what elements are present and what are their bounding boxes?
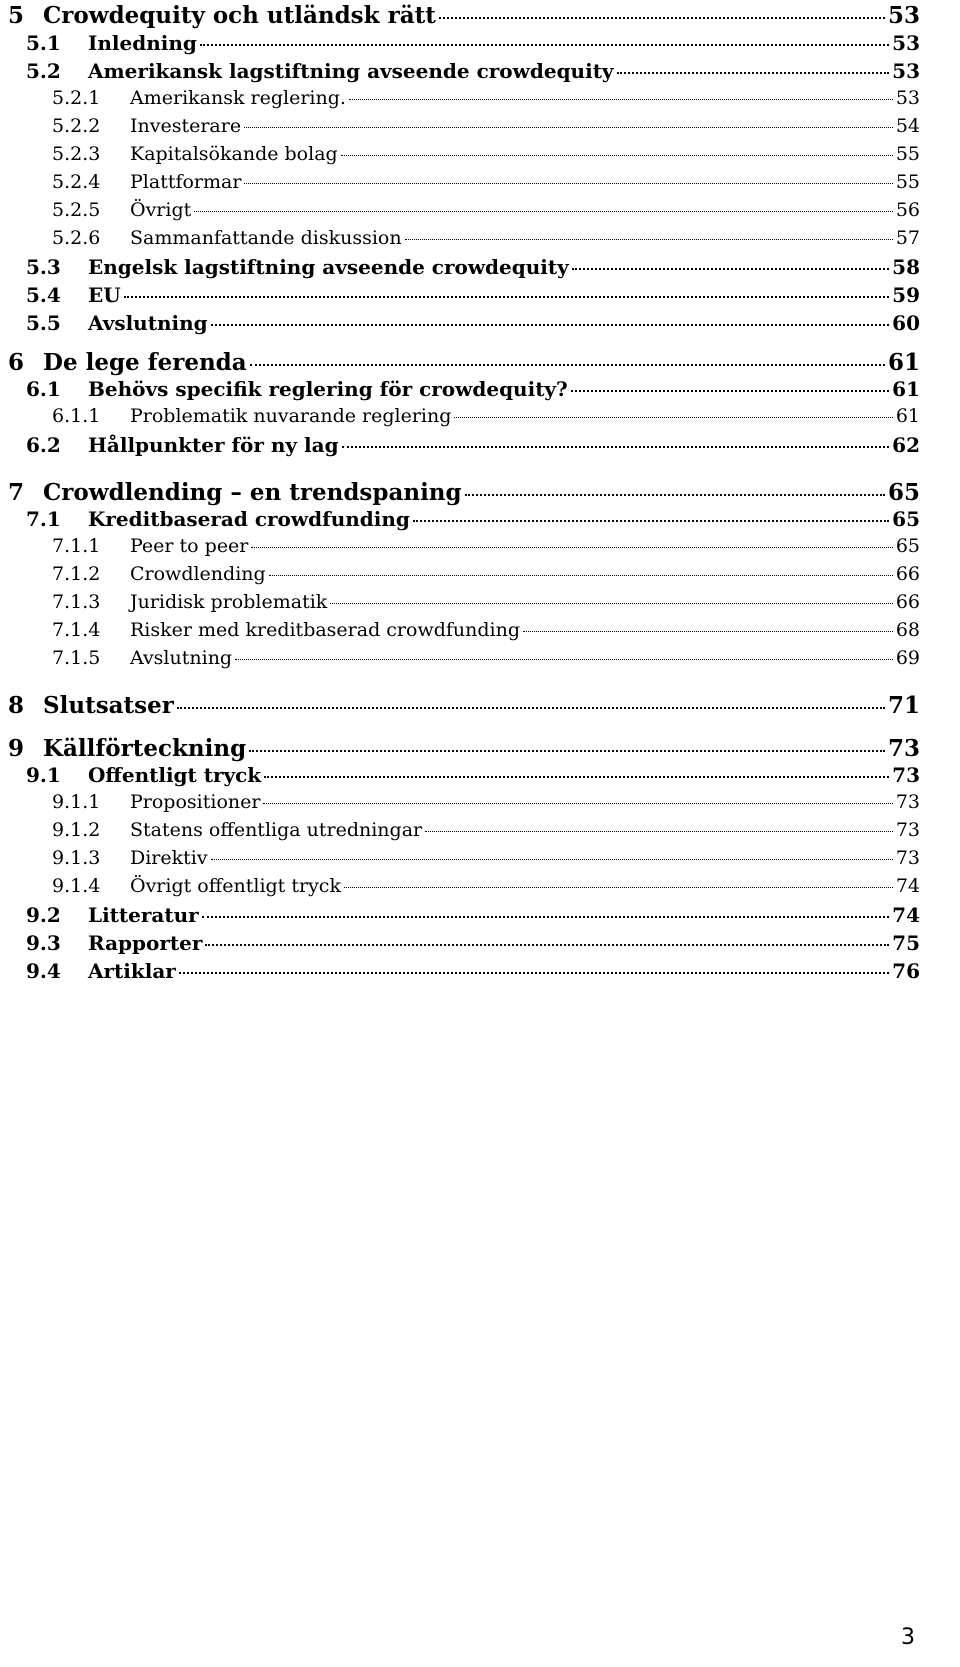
dot-leader bbox=[425, 831, 893, 832]
dot-leader bbox=[194, 211, 893, 212]
toc-entry-number: 5.1 bbox=[26, 31, 61, 55]
toc-entry-page: 53 bbox=[892, 59, 920, 83]
dot-leader bbox=[244, 183, 892, 184]
dot-leader bbox=[342, 446, 890, 448]
toc-entry-number: 9.1 bbox=[26, 763, 61, 787]
toc-entry-title: Propositioner bbox=[130, 791, 261, 813]
toc-entry-title: De lege ferenda bbox=[43, 349, 247, 376]
toc-entry-page: 60 bbox=[892, 311, 920, 335]
dot-leader bbox=[617, 72, 890, 74]
toc-entry-number: 6.1.1 bbox=[52, 405, 101, 427]
toc-entry-page: 53 bbox=[892, 31, 920, 55]
toc-entry-page: 73 bbox=[887, 735, 920, 762]
toc-entry-page: 74 bbox=[895, 875, 920, 897]
toc-entry-page: 76 bbox=[892, 959, 920, 983]
toc-entry-title: Avslutning bbox=[88, 311, 208, 335]
toc-entry[interactable] bbox=[0, 283, 920, 307]
toc-entry-title: Avslutning bbox=[130, 647, 233, 669]
toc-entry-title: Kapitalsökande bolag bbox=[130, 143, 338, 165]
toc-entry[interactable] bbox=[0, 171, 920, 193]
toc-entry-page: 73 bbox=[892, 763, 920, 787]
toc-entry[interactable] bbox=[0, 692, 920, 719]
dot-leader bbox=[344, 887, 893, 888]
toc-entry-number: 5.2 bbox=[26, 59, 61, 83]
toc-entry[interactable] bbox=[0, 2, 920, 29]
dot-leader bbox=[179, 972, 889, 974]
toc-entry-title: Hållpunkter för ny lag bbox=[88, 433, 339, 457]
toc-entry-title: Statens offentliga utredningar bbox=[130, 819, 423, 841]
toc-entry[interactable] bbox=[0, 619, 920, 641]
toc-entry-page: 66 bbox=[895, 563, 920, 585]
toc-entry-title: Plattformar bbox=[130, 171, 242, 193]
toc-entry-number: 9 bbox=[8, 735, 25, 762]
toc-entry-number: 5.2.6 bbox=[52, 227, 101, 249]
toc-entry[interactable] bbox=[0, 405, 920, 427]
page-number: 3 bbox=[901, 1625, 915, 1650]
toc-entry[interactable] bbox=[0, 143, 920, 165]
toc-entry[interactable] bbox=[0, 819, 920, 841]
toc-entry[interactable] bbox=[0, 479, 920, 506]
dot-leader bbox=[249, 750, 885, 752]
dot-leader bbox=[269, 575, 893, 576]
toc-entry[interactable] bbox=[0, 31, 920, 55]
toc-entry-page: 62 bbox=[892, 433, 920, 457]
toc-entry-number: 7.1.3 bbox=[52, 591, 101, 613]
toc-entry-page: 73 bbox=[895, 847, 920, 869]
toc-entry-number: 6.1 bbox=[26, 377, 61, 401]
dot-leader bbox=[572, 268, 889, 270]
toc-entry[interactable] bbox=[0, 59, 920, 83]
toc-entry-page: 73 bbox=[895, 819, 920, 841]
toc-entry-page: 74 bbox=[892, 903, 920, 927]
toc-entry-number: 5.2.1 bbox=[52, 87, 101, 109]
toc-entry-number: 9.2 bbox=[26, 903, 61, 927]
toc-entry-title: Artiklar bbox=[88, 959, 176, 983]
toc-entry-number: 7.1 bbox=[26, 507, 61, 531]
toc-entry[interactable] bbox=[0, 903, 920, 927]
toc-entry-number: 5.4 bbox=[26, 283, 61, 307]
toc-entry[interactable] bbox=[0, 535, 920, 557]
toc-entry[interactable] bbox=[0, 311, 920, 335]
toc-entry[interactable] bbox=[0, 433, 920, 457]
toc-entry[interactable] bbox=[0, 507, 920, 531]
toc-entry-number: 9.3 bbox=[26, 931, 61, 955]
toc-entry-number: 8 bbox=[8, 692, 25, 719]
toc-entry[interactable] bbox=[0, 959, 920, 983]
toc-entry-page: 71 bbox=[887, 692, 920, 719]
toc-entry-page: 61 bbox=[895, 405, 920, 427]
toc-entry-title: Juridisk problematik bbox=[130, 591, 328, 613]
toc-entry-title: Direktiv bbox=[130, 847, 208, 869]
toc-entry-number: 5.2.4 bbox=[52, 171, 101, 193]
dot-leader bbox=[211, 324, 890, 326]
dot-leader bbox=[202, 916, 889, 918]
toc-entry-title: Rapporter bbox=[88, 931, 203, 955]
dot-leader bbox=[405, 239, 893, 240]
toc-entry-page: 53 bbox=[895, 87, 920, 109]
toc-entry-number: 5.2.3 bbox=[52, 143, 101, 165]
toc-entry-number: 9.4 bbox=[26, 959, 61, 983]
toc-entry[interactable] bbox=[0, 931, 920, 955]
toc-entry[interactable] bbox=[0, 349, 920, 376]
toc-entry-number: 6.2 bbox=[26, 433, 61, 457]
toc-entry-title: Investerare bbox=[130, 115, 242, 137]
toc-entry-title: Peer to peer bbox=[130, 535, 249, 557]
dot-leader bbox=[571, 390, 889, 392]
toc-entry-title: Offentligt tryck bbox=[88, 763, 262, 787]
dot-leader bbox=[250, 364, 885, 366]
toc-entry-page: 55 bbox=[895, 143, 920, 165]
toc-entry-number: 5.2.2 bbox=[52, 115, 101, 137]
dot-leader bbox=[211, 859, 893, 860]
toc-entry-title: Slutsatser bbox=[43, 692, 174, 719]
toc-entry-page: 61 bbox=[887, 349, 920, 376]
dot-leader bbox=[341, 155, 893, 156]
toc-entry-page: 54 bbox=[895, 115, 920, 137]
toc-entry[interactable] bbox=[0, 227, 920, 249]
dot-leader bbox=[177, 707, 885, 709]
dot-leader bbox=[124, 296, 889, 298]
toc-entry-number: 6 bbox=[8, 349, 25, 376]
toc-entry-number: 5.5 bbox=[26, 311, 61, 335]
toc-entry-number: 9.1.3 bbox=[52, 847, 101, 869]
toc-entry-page: 56 bbox=[895, 199, 920, 221]
toc-entry-page: 73 bbox=[895, 791, 920, 813]
toc-entry-title: Källförteckning bbox=[43, 735, 247, 762]
toc-entry[interactable] bbox=[0, 875, 920, 897]
toc-entry[interactable] bbox=[0, 791, 920, 813]
toc-entry-title: Crowdlending bbox=[130, 563, 266, 585]
toc-entry-number: 7.1.4 bbox=[52, 619, 101, 641]
toc-entry[interactable] bbox=[0, 199, 920, 221]
toc-entry-title: Problematik nuvarande reglering bbox=[130, 405, 452, 427]
toc-entry-page: 58 bbox=[892, 255, 920, 279]
dot-leader bbox=[439, 17, 885, 19]
toc-entry-number: 7.1.1 bbox=[52, 535, 101, 557]
toc-entry-page: 61 bbox=[892, 377, 920, 401]
toc-entry-number: 7.1.5 bbox=[52, 647, 101, 669]
toc-entry-title: Crowdequity och utländsk rätt bbox=[43, 2, 436, 29]
toc-entry[interactable] bbox=[0, 591, 920, 613]
dot-leader bbox=[523, 631, 893, 632]
toc-entry-page: 57 bbox=[895, 227, 920, 249]
toc-entry-title: Amerikansk reglering. bbox=[130, 87, 346, 109]
toc-entry-title: Behövs specifik reglering för crowdequity? bbox=[88, 377, 568, 401]
toc-entry-title: Amerikansk lagstiftning avseende crowdequity bbox=[88, 59, 614, 83]
toc-entry-title: Litteratur bbox=[88, 903, 199, 927]
toc-entry[interactable] bbox=[0, 847, 920, 869]
toc-entry-number: 7.1.2 bbox=[52, 563, 101, 585]
dot-leader bbox=[205, 944, 889, 946]
toc-entry[interactable] bbox=[0, 563, 920, 585]
dot-leader bbox=[235, 659, 893, 660]
dot-leader bbox=[264, 776, 889, 778]
dot-leader bbox=[251, 547, 892, 548]
toc-entry-title: Crowdlending – en trendspaning bbox=[43, 479, 462, 506]
toc-entry-page: 65 bbox=[887, 479, 920, 506]
toc-entry-page: 55 bbox=[895, 171, 920, 193]
toc-entry-number: 7 bbox=[8, 479, 25, 506]
toc-entry-page: 68 bbox=[895, 619, 920, 641]
toc-entry-title: Kreditbaserad crowdfunding bbox=[88, 507, 410, 531]
toc-entry-title: Inledning bbox=[88, 31, 197, 55]
toc-entry-page: 53 bbox=[887, 2, 920, 29]
dot-leader bbox=[263, 803, 892, 804]
toc-entry-page: 65 bbox=[892, 507, 920, 531]
toc-entry-number: 5.3 bbox=[26, 255, 61, 279]
dot-leader bbox=[413, 520, 889, 522]
toc-entry[interactable] bbox=[0, 763, 920, 787]
toc-entry-page: 75 bbox=[892, 931, 920, 955]
toc-entry-number: 5.2.5 bbox=[52, 199, 101, 221]
dot-leader bbox=[330, 603, 893, 604]
toc-entry-number: 9.1.2 bbox=[52, 819, 101, 841]
toc-entry[interactable] bbox=[0, 87, 920, 109]
dot-leader bbox=[349, 99, 893, 100]
toc-entry-number: 5 bbox=[8, 2, 25, 29]
toc-entry-title: Sammanfattande diskussion bbox=[130, 227, 402, 249]
toc-entry-title: Engelsk lagstiftning avseende crowdequity bbox=[88, 255, 569, 279]
toc-entry-title: Övrigt bbox=[130, 199, 192, 221]
toc-entry[interactable] bbox=[0, 115, 920, 137]
toc-entry[interactable] bbox=[0, 377, 920, 401]
toc-entry[interactable] bbox=[0, 255, 920, 279]
dot-leader bbox=[200, 44, 889, 46]
toc-entry-page: 59 bbox=[892, 283, 920, 307]
toc-entry-title: Risker med kreditbaserad crowdfunding bbox=[130, 619, 521, 641]
toc-entry-page: 69 bbox=[895, 647, 920, 669]
toc-entry-title: EU bbox=[88, 283, 121, 307]
toc-entry-page: 65 bbox=[895, 535, 920, 557]
dot-leader bbox=[244, 127, 893, 128]
toc-entry[interactable] bbox=[0, 735, 920, 762]
toc-entry-page: 66 bbox=[895, 591, 920, 613]
dot-leader bbox=[454, 417, 892, 418]
toc-entry-number: 9.1.4 bbox=[52, 875, 101, 897]
dot-leader bbox=[465, 494, 885, 496]
toc-entry-title: Övrigt offentligt tryck bbox=[130, 875, 341, 897]
toc-entry-number: 9.1.1 bbox=[52, 791, 101, 813]
toc-entry[interactable] bbox=[0, 647, 920, 669]
